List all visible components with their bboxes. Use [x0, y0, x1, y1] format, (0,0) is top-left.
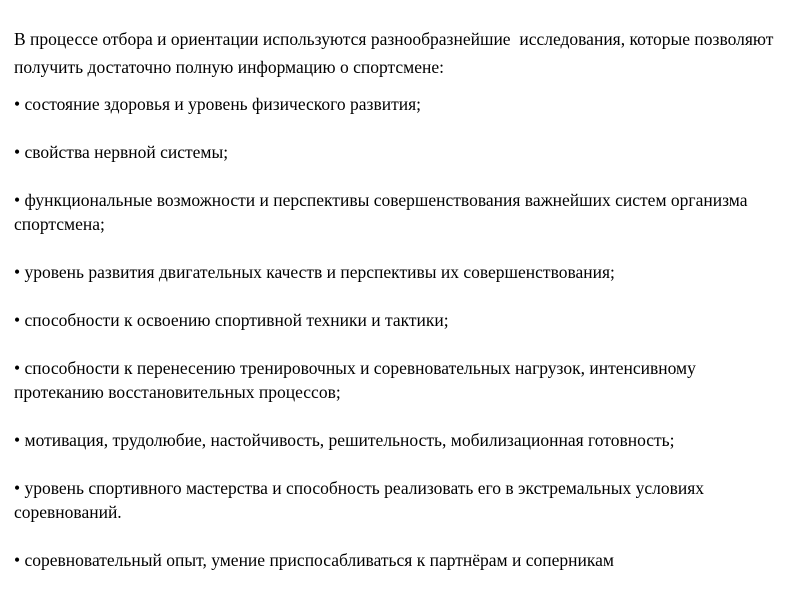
text-body	[14, 25, 778, 595]
list-item: • способности к перенесению тренировочных и соревновательных нагрузок, интенсивному протеканию восстановительных процессов;	[14, 358, 696, 402]
list-item: • соревновательный опыт, умение приспосабливаться к партнёрам и соперникам	[14, 550, 614, 570]
intro-paragraph: В процессе отбора и ориентации используются разнообразнейшие исследования, которые позволяют получить достаточно полную информацию о спортсмене:	[14, 29, 778, 77]
list-item: • состояние здоровья и уровень физического развития;	[14, 94, 422, 114]
list-item: • функциональные возможности и перспективы совершенствования важнейших систем организма спортсмена;	[14, 190, 748, 234]
list-item: • свойства нервной системы;	[14, 142, 229, 162]
list-item: • способности к освоению спортивной техники и тактики;	[14, 310, 449, 330]
list-item: • мотивация, трудолюбие, настойчивость, решительность, мобилизационная готовность;	[14, 430, 675, 450]
list-item: • уровень развития двигательных качеств и перспективы их совершенствования;	[14, 262, 615, 282]
list-item: • уровень спортивного мастерства и способность реализовать его в экстремальных условиях соревнований.	[14, 478, 705, 522]
